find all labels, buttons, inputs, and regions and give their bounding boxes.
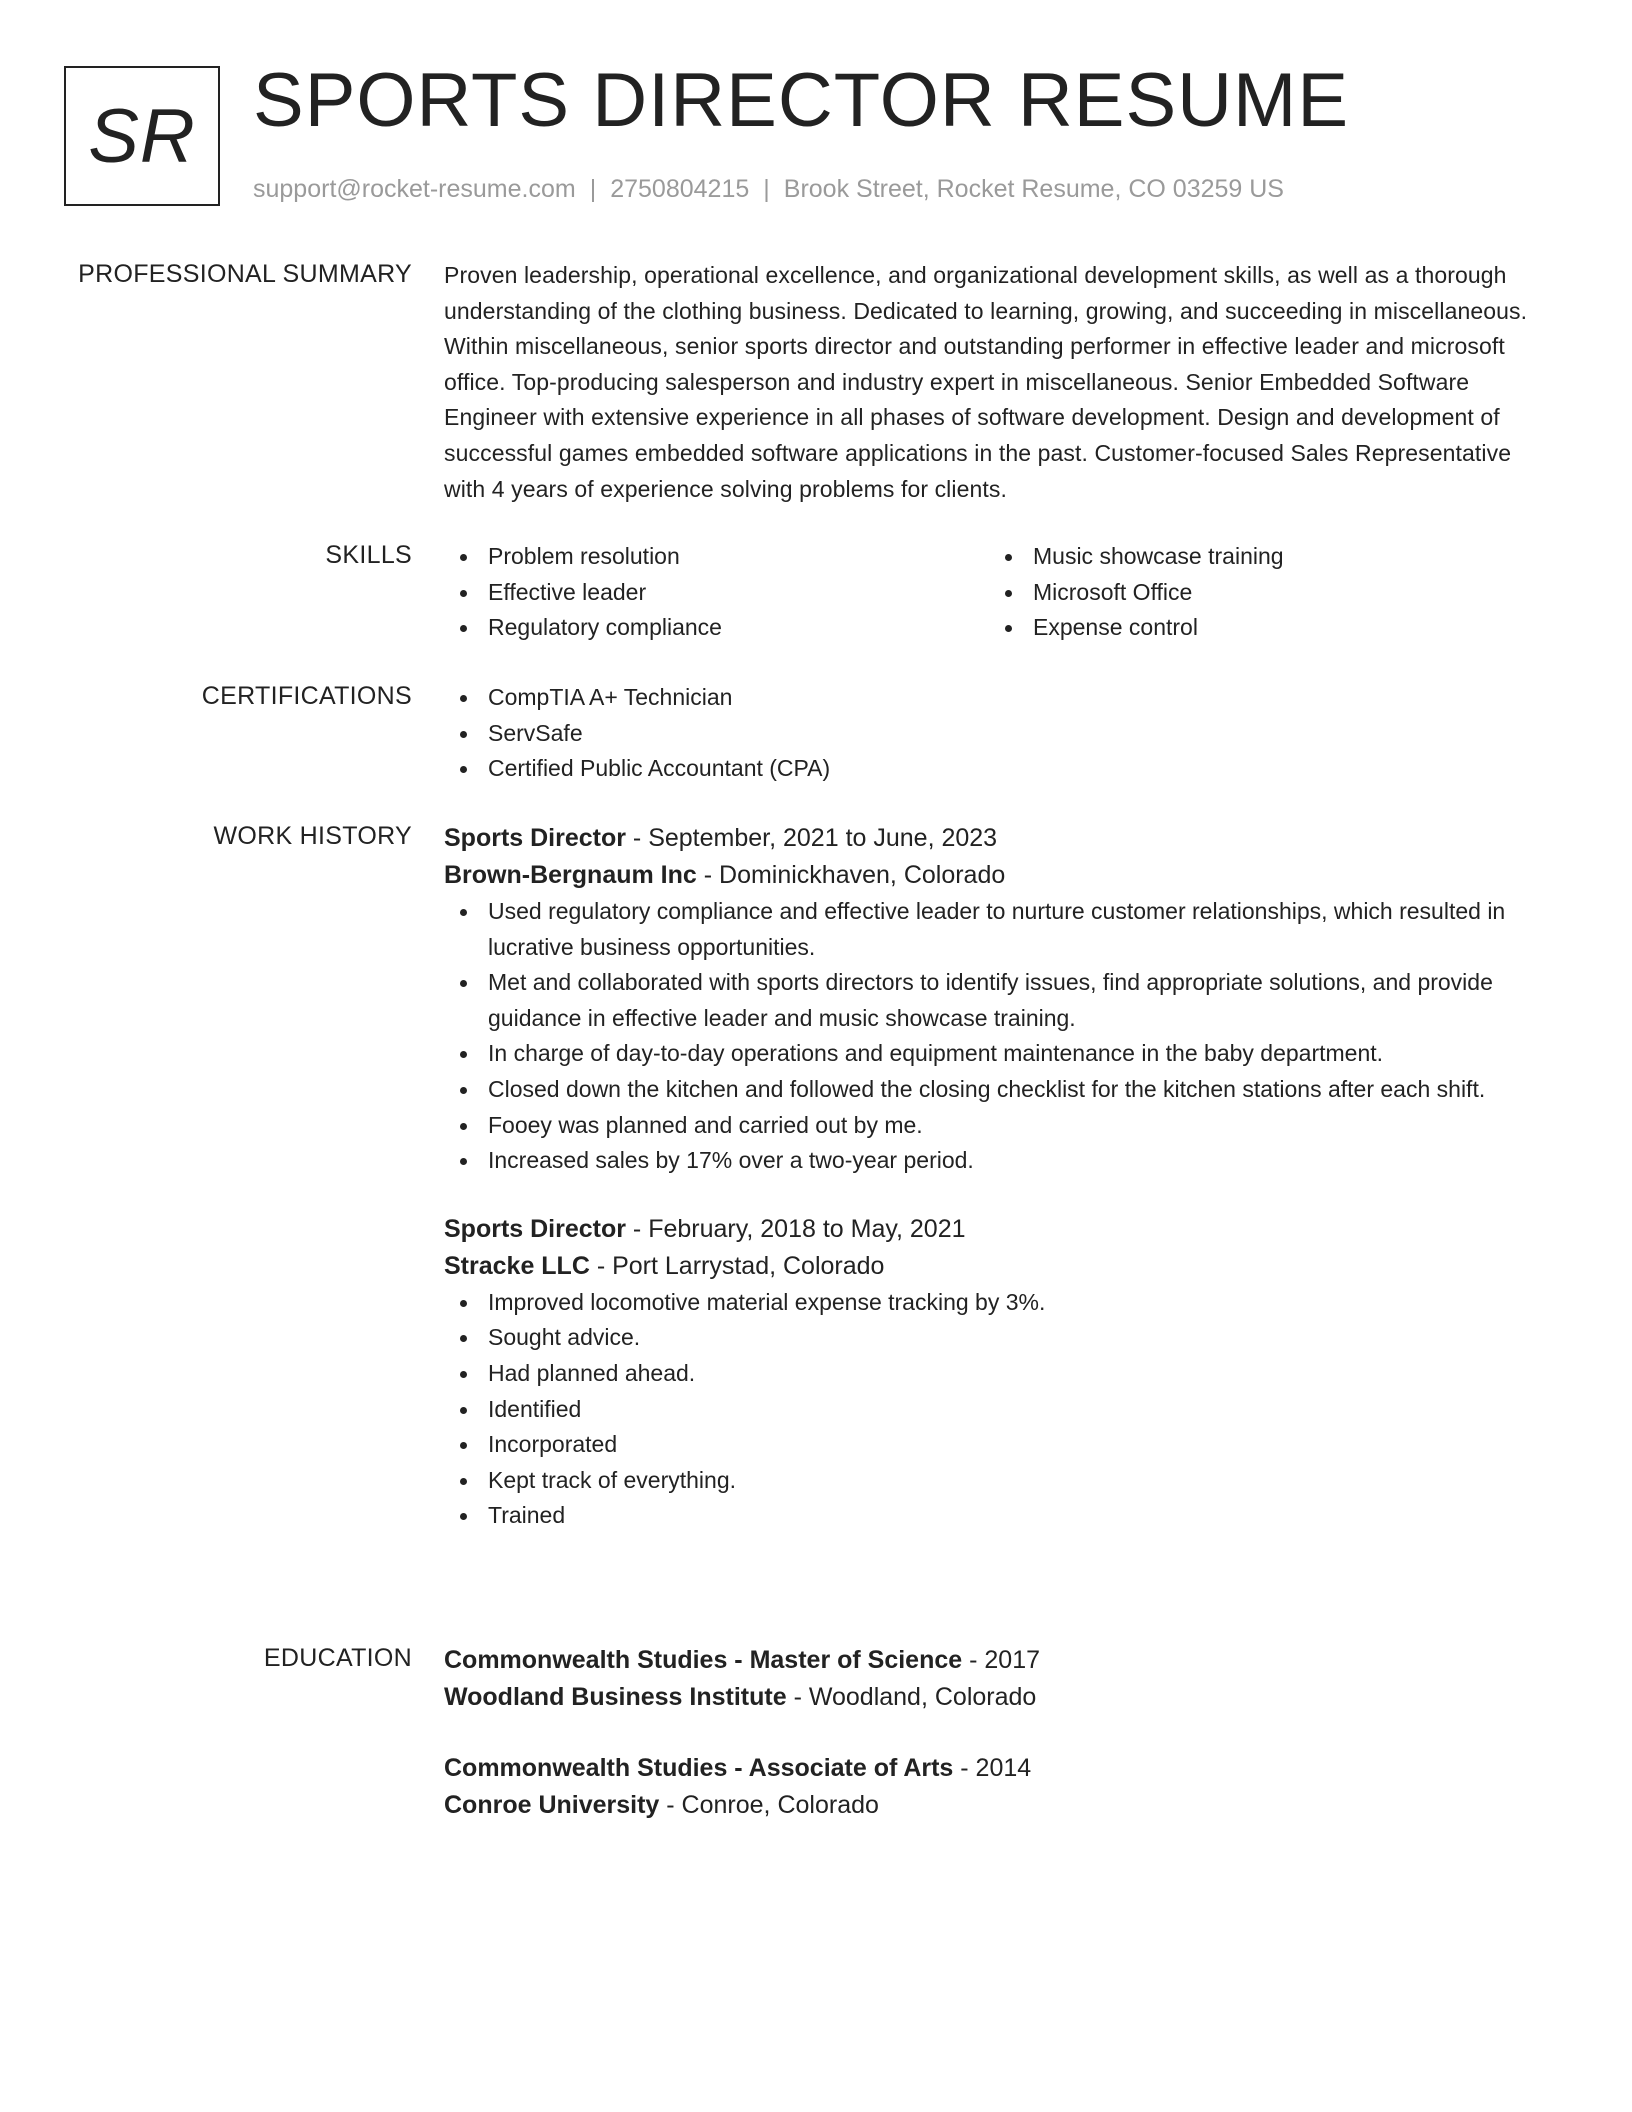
degree: Commonwealth Studies - Associate of Arts — [444, 1754, 954, 1782]
school: Conroe University — [444, 1791, 660, 1819]
job-dates: - February, 2018 to May, 2021 — [625, 1214, 966, 1243]
skill-item: Microsoft Office — [989, 575, 1534, 611]
education-entry — [444, 1642, 1544, 1716]
job-bullet: Used regulatory compliance and effective leader to nurture customer relationships, which resulted in lucrative business opportunities. — [444, 894, 1544, 965]
skills-column-2 — [989, 539, 1534, 646]
school-line — [444, 1787, 1544, 1824]
education-body — [444, 1642, 1544, 1824]
job-bullet: Sought advice. — [444, 1320, 1544, 1356]
job-title: Sports Director — [444, 1214, 626, 1243]
job-entry — [444, 820, 1544, 1179]
degree-year: - 2014 — [953, 1754, 1032, 1782]
monogram-logo: SR — [64, 66, 220, 206]
job-location: - Port Larrystad, Colorado — [589, 1251, 885, 1280]
job-company-line — [444, 857, 1544, 894]
job-bullet: Had planned ahead. — [444, 1356, 1544, 1392]
job-bullets — [444, 1285, 1544, 1534]
job-bullet: Incorporated — [444, 1427, 1544, 1463]
education-heading: EDUCATION — [263, 1644, 412, 1672]
job-bullet: Increased sales by 17% over a two-year period. — [444, 1143, 1544, 1179]
contact-email: support@rocket-resume.com — [253, 175, 576, 203]
job-bullet: Met and collaborated with sports directors to identify issues, find appropriate solutions, and provide guidance in effective leader and music showcase training. — [444, 965, 1544, 1036]
degree-year: - 2017 — [962, 1646, 1041, 1674]
summary-heading: PROFESSIONAL SUMMARY — [78, 260, 412, 288]
contact-line — [253, 174, 1284, 204]
job-location: - Dominickhaven, Colorado — [696, 861, 1006, 889]
contact-separator: | — [589, 175, 597, 203]
job-entry — [444, 1211, 1544, 1534]
degree-line — [444, 1750, 1544, 1787]
school: Woodland Business Institute — [444, 1683, 787, 1711]
contact-address: Brook Street, Rocket Resume, CO 03259 US — [783, 175, 1284, 203]
skill-item: Problem resolution — [444, 539, 989, 575]
job-bullet: Fooey was planned and carried out by me. — [444, 1108, 1544, 1144]
school-location: - Woodland, Colorado — [786, 1683, 1037, 1711]
skill-item: Regulatory compliance — [444, 610, 989, 646]
job-title-line — [444, 820, 1544, 857]
job-bullet: Trained — [444, 1498, 1544, 1534]
job-company: Brown-Bergnaum Inc — [444, 861, 697, 889]
job-bullet: Identified — [444, 1392, 1544, 1428]
job-title: Sports Director — [444, 824, 626, 852]
school-line — [444, 1679, 1544, 1716]
skill-item: Effective leader — [444, 575, 989, 611]
job-dates: - September, 2021 to June, 2023 — [625, 824, 998, 852]
skills-column-1 — [444, 539, 989, 646]
work-history-heading: WORK HISTORY — [213, 822, 412, 850]
certification-item: ServSafe — [444, 716, 1544, 752]
education-entry — [444, 1750, 1544, 1824]
job-bullet: Closed down the kitchen and followed the closing checklist for the kitchen stations after each shift. — [444, 1072, 1544, 1108]
skills-heading: SKILLS — [325, 541, 412, 569]
job-title-line — [444, 1211, 1544, 1248]
summary-body — [444, 258, 1544, 507]
certifications-list — [444, 680, 1544, 787]
certification-item: CompTIA A+ Technician — [444, 680, 1544, 716]
degree: Commonwealth Studies - Master of Science — [444, 1646, 963, 1674]
degree-line — [444, 1642, 1544, 1679]
page-title: SPORTS DIRECTOR RESUME — [253, 58, 1350, 143]
job-bullet: Kept track of everything. — [444, 1463, 1544, 1499]
contact-phone: 2750804215 — [610, 175, 750, 203]
contact-separator: | — [763, 175, 770, 203]
job-company: Stracke LLC — [444, 1251, 590, 1280]
work-history-body — [444, 820, 1544, 1534]
skill-item: Music showcase training — [989, 539, 1534, 575]
certifications-heading: CERTIFICATIONS — [201, 682, 412, 710]
job-bullets — [444, 894, 1544, 1179]
summary-text: Proven leadership, operational excellence, and organizational development skills, as well as a thorough understanding of the clothing business. Dedicated to learning, growing, and succeeding in miscellaneous. Within miscellaneous, senior sports director and outstanding performer in effective leader and microsoft office. Top-producing salesperson and industry expert in miscellaneous. Senior Embedded Software Engineer with extensive experience in all phases of software development. Design and development of successful games embedded software applications in the past. Customer-focused Sales Representative with 4 years of experience solving problems for clients. — [444, 262, 1528, 502]
certification-item: Certified Public Accountant (CPA) — [444, 751, 1544, 787]
certifications-body — [444, 680, 1544, 787]
school-location: - Conroe, Colorado — [659, 1791, 879, 1819]
job-company-line — [444, 1248, 1544, 1285]
job-bullet: Improved locomotive material expense tracking by 3%. — [444, 1285, 1544, 1321]
job-bullet: In charge of day-to-day operations and equipment maintenance in the baby department. — [444, 1036, 1544, 1072]
skills-grid — [444, 539, 1544, 646]
skill-item: Expense control — [989, 610, 1534, 646]
